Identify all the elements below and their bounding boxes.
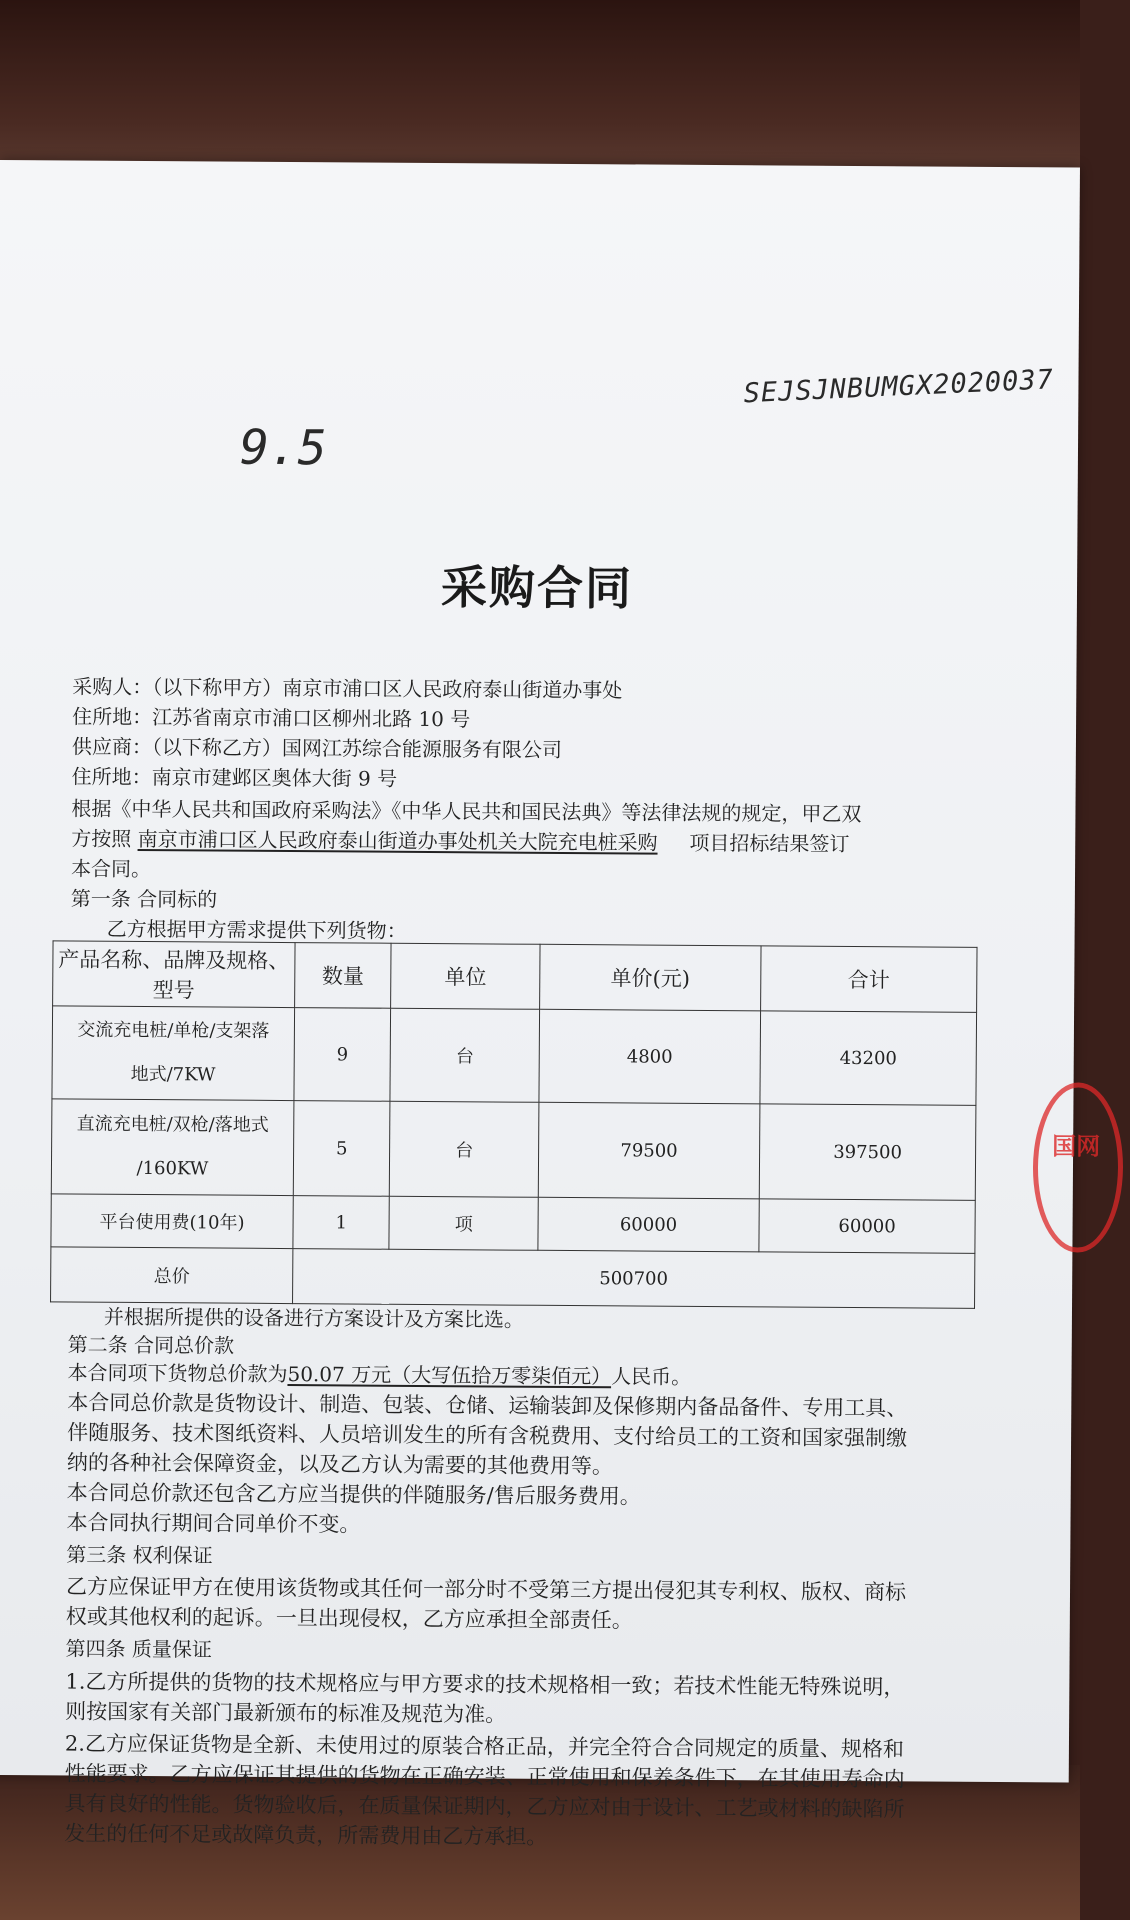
basis-suffix: 项目招标结果签订 (689, 830, 850, 856)
price-suffix: 人民币。 (611, 1364, 692, 1389)
cell-price: 4800 (539, 1009, 761, 1104)
cell-name-line: 交流充电桩/单枪/支架落 (77, 1019, 270, 1042)
cell-qty: 5 (293, 1101, 390, 1197)
cell-name-line: 直流充电桩/双枪/落地式 (76, 1113, 269, 1136)
cell-name-line: /160KW (136, 1157, 209, 1180)
basis-prefix: 方按照 (71, 826, 132, 851)
goods-table (50, 940, 978, 1308)
article4-p2: 则按国家有关部门最新颁布的标准及规范为准。 (65, 1699, 507, 1727)
red-seal-stamp: 国网 (1032, 1082, 1123, 1253)
contract-page (0, 160, 1101, 1849)
background-top (0, 0, 1080, 175)
cell-name: 平台使用费(10年) (51, 1194, 293, 1249)
cell-name (51, 1099, 294, 1196)
article4-p5: 具有良好的性能。货物验收后，在质量保证期内，乙方应对由于设计、工艺或材料的缺陷所 (64, 1791, 905, 1822)
handwritten-number: 9.5 (239, 419, 327, 477)
article1-heading: 第一条 合同标的 (70, 886, 218, 912)
cell-price: 60000 (538, 1197, 759, 1252)
cell-name-line: 地式/7KW (130, 1063, 216, 1086)
cell-unit: 台 (390, 1008, 539, 1102)
cell-price: 79500 (538, 1102, 760, 1199)
col-header-unit: 单位 (391, 943, 540, 1009)
article3-p2: 权或其他权利的起诉。一旦出现侵权，乙方应承担全部责任。 (65, 1604, 633, 1633)
basis-line-1: 根据《中华人民共和国政府采购法》《中华人民共和国民法典》等法律法规的规定，甲乙双 (71, 796, 862, 827)
table-row (52, 1006, 977, 1105)
cell-total: 43200 (760, 1011, 977, 1106)
supplier-line: 供应商：（以下称乙方）国网江苏综合能源服务有限公司 (71, 734, 562, 762)
table-total-row (51, 1247, 975, 1308)
buyer-line: 采购人：（以下称甲方）南京市浦口区人民政府泰山街道办事处 (72, 674, 623, 703)
col-header-name: 产品名称、品牌及规格、型号 (53, 941, 295, 1008)
table-row (51, 1194, 975, 1253)
col-header-qty: 数量 (294, 943, 391, 1009)
article2-p5: 本合同执行期间合同单价不变。 (66, 1510, 361, 1537)
project-name: 南京市浦口区人民政府泰山街道办事处机关大院充电桩采购 (137, 826, 658, 855)
article4-p1: 1.乙方所提供的货物的技术规格应与甲方要求的技术规格相一致；若技术性能无特殊说明， (65, 1669, 905, 1700)
basis-line-3: 本合同。 (70, 856, 152, 882)
article4-p4: 性能要求。乙方应保证其提供的货物在正确安装、正常使用和保养条件下，在其使用寿命内 (64, 1761, 905, 1792)
col-header-price: 单价(元) (539, 944, 761, 1011)
total-label: 总价 (51, 1247, 293, 1304)
article2-p1: 本合同总价款是货物设计、制造、包装、仓储、运输装卸及保修期内备品备件、专用工具、 (67, 1390, 908, 1421)
cell-unit: 台 (390, 1101, 539, 1197)
cell-total: 60000 (759, 1199, 975, 1254)
cell-qty: 1 (293, 1196, 390, 1250)
article2-p4: 本合同总价款还包含乙方应当提供的伴随服务/售后服务费用。 (66, 1480, 641, 1509)
article2-p3: 纳的各种社会保障资金，以及乙方认为需要的其他费用等。 (66, 1450, 613, 1479)
handwritten-code: SEJSJNBUMGX2020037 (742, 364, 1055, 410)
article4-p6: 发生的任何不足或故障负责，所需费用由乙方承担。 (64, 1821, 548, 1849)
cell-total: 397500 (759, 1104, 976, 1201)
price-amount: 50.07 万元（大写伍拾万零柒佰元） (287, 1362, 612, 1389)
article3-heading: 第三条 权利保证 (66, 1542, 213, 1568)
cell-name (52, 1006, 295, 1101)
article4-heading: 第四条 质量保证 (65, 1636, 213, 1662)
price-prefix: 本合同项下货物总价款为 (67, 1360, 288, 1387)
article4-p3: 2.乙方应保证货物是全新、未使用过的原装合格正品，并完全符合合同规定的质量、规格和 (64, 1731, 905, 1762)
article3-p1: 乙方应保证甲方在使用该货物或其任何一部分时不受第三方提出侵犯其专利权、版权、商标 (65, 1574, 907, 1605)
article1-intro: 乙方根据甲方需求提供下列货物： (106, 916, 407, 943)
total-value: 500700 (292, 1249, 974, 1309)
article1-note: 并根据所提供的设备进行方案设计及方案比选。 (103, 1304, 525, 1332)
buyer-address: 住所地：江苏省南京市浦口区柳州北路 10 号 (72, 704, 471, 732)
article2-heading: 第二条 合同总价款 (67, 1332, 235, 1358)
article2-p2: 伴随服务、技术图纸资料、人员培训发生的所有含税费用、支付给员工的工资和国家强制缴 (67, 1420, 908, 1451)
cell-qty: 9 (294, 1008, 391, 1102)
col-header-total: 合计 (761, 946, 977, 1013)
table-row (51, 1099, 976, 1200)
page-title: 采购合同 (440, 560, 634, 616)
cell-unit: 项 (389, 1196, 538, 1250)
supplier-address: 住所地：南京市建邺区奥体大街 9 号 (71, 764, 398, 791)
